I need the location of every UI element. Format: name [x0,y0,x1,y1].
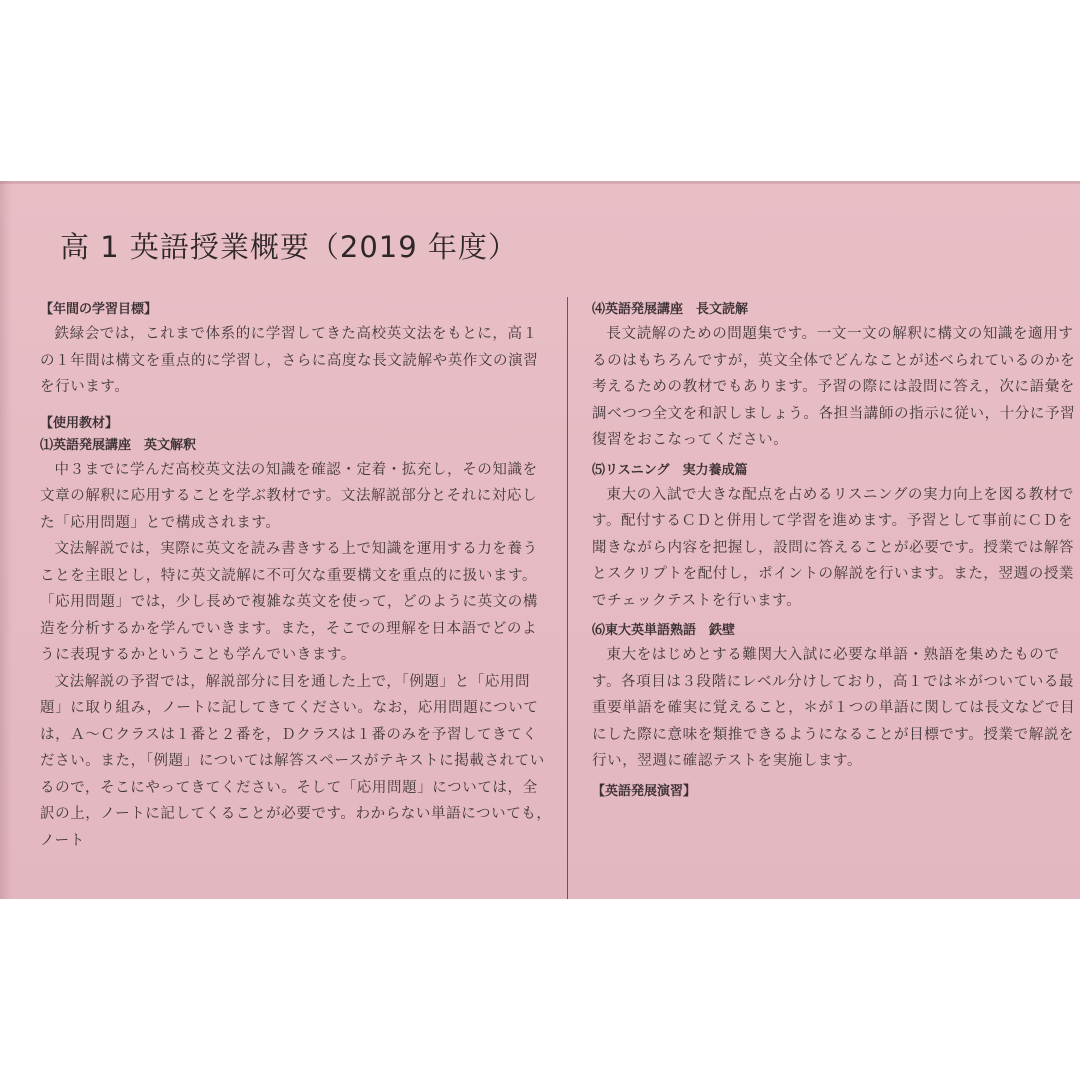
left-column [40,299,552,899]
goal-text: 鉄緑会では，これまで体系的に学習してきた高校英文法をもとに，高１の１年間は構文を重点的に学習し，さらに高度な長文読解や英作文の演習を行います。 [40,326,539,395]
item6-heading: ⑹東大英単語熟語 鉄壁 [592,623,736,638]
item1-heading: ⑴英語発展講座 英文解釈 [40,437,197,453]
document-title: 高 1 英語授業概要（2019 年度） [60,230,518,264]
item4-heading: ⑷英語発展講座 長文読解 [592,302,749,317]
item4-text: 長文読解のための問題集です。一文一文の解釈に構文の知識を適用するのはもちろんですが，英文全体でどんなことが述べられているのかを考えるための教材でもあります。予習の際には設問に答え，次に語彙を調べつつ全文を和訳しましょう。各担当講師の指示に従い，十分に予習復習をおこなってください。 [592,326,1076,448]
item5-heading: ⑸リスニング 実力養成篇 [592,462,748,478]
item6-text: 東大をはじめとする難関大入試に必要な単語・熟語を集めたものです。各項目は３段階にレベル分けしており，高１では＊がついている最重要単語を確実に覚えること，＊が１つの単語に関しては長文などで目にした際に意味を類推できるようになることが目標です。授業で解説を行い，翌週に確認テストを実施します。 [592,647,1076,769]
document-sheet [0,181,1080,899]
materials-heading: 【使用教材】 [40,415,119,431]
practice-heading: 【英語発展演習】 [592,783,697,799]
page-edge-shadow [0,181,12,899]
item1-paragraph-3: 文法解説の予習では，解説部分に目を通した上で，「例題」と「応用問題」に取り組み，ノートに記してきてください。なお，応用問題については，Ａ～Ｃクラスは１番と２番を，Ｄクラスは１番のみを予習してきてください。また，「例題」については解答スペースがテキストに掲載されているので，そこにやってきてください。そして「応用問題」については，全訳の上，ノートに記してくることが必要です。わからない単語についても，ノート [40,673,552,849]
item5-text: 東大の入試で大きな配点を占めるリスニングの実力向上を図る教材です。配付するＣＤと併用して学習を進めます。予習として事前にＣＤを聞きながら内容を把握し，設問に答えることが必要です。授業では解答とスクリプトを配付し，ポイントの解説を行います。また，翌週の授業でチェックテストを行います。 [592,486,1075,609]
column-divider [567,297,568,899]
goal-heading: 【年間の学習目標】 [40,302,158,317]
item1-paragraph-2: 文法解説では，実際に英文を読み書きする上で知識を運用する力を養うことを主眼とし，特に英文読解に不可欠な重要構文を重点的に扱います。「応用問題」では，少し長めで複雑な英文を使って，どのように英文の構造を分析するかを学んでいきます。また，そこでの理解を日本語でどのように表現するかということも学んでいきます。 [40,541,539,663]
item1-paragraph-1: 中３までに学んだ高校英文法の知識を確認・定着・拡充し，その知識を文章の解釈に応用することを学ぶ教材です。文法解説部分とそれに対応した「応用問題」とで構成されます。 [40,461,538,531]
right-column [592,299,1080,899]
